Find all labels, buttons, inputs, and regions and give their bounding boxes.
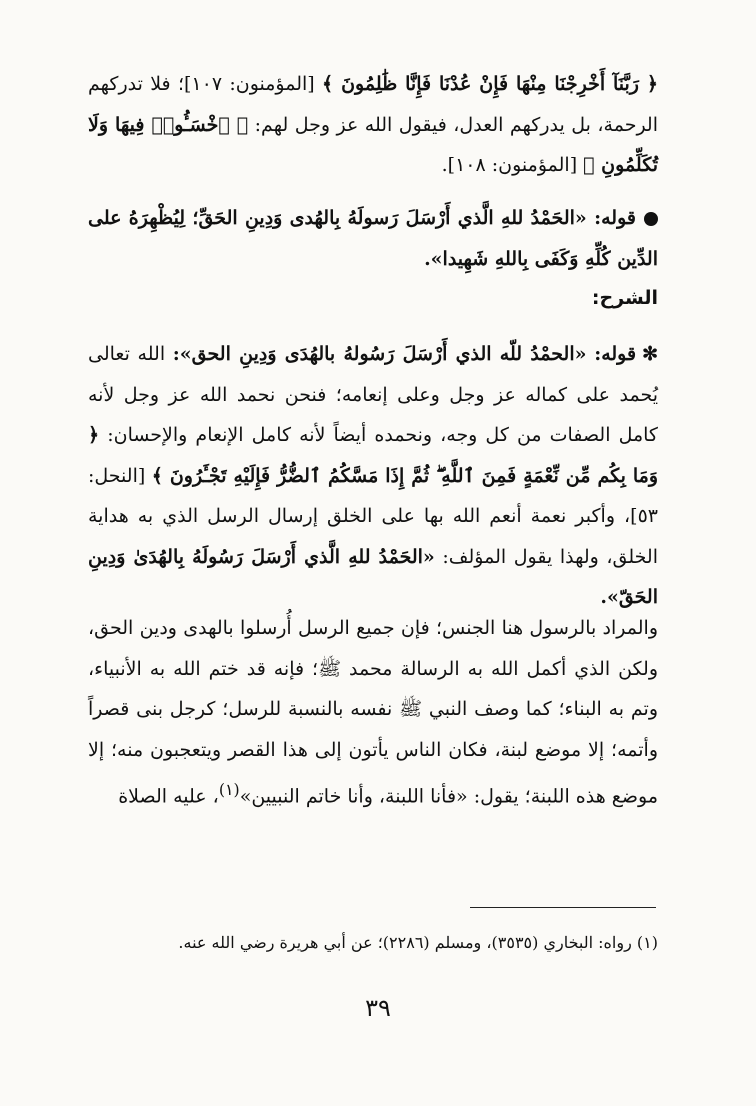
footnote-divider [470, 907, 656, 908]
paragraph-4-tail: ، عليه الصلاة [118, 785, 219, 808]
footnote-number: (١) [636, 933, 658, 952]
matn-quote: «الحَمْدُ للهِ الَّذي أَرْسَلَ رَسولَهُ بِالهُدى وَدِينِ الحَقِّ؛ لِيُظْهِرَهُ على الدِّين كُلِّهِ وَكَفَى بِاللهِ شَهِيدا». [88, 207, 658, 270]
footnote-marker: (١) [218, 780, 240, 799]
commentary-quote-2: «الحَمْدُ للهِ الَّذي أَرْسَلَ رَسُولَهُ بِالهُدَىٰ وَدِينِ الحَقّ». [88, 545, 658, 608]
paragraph-1-text: فلا تدركهم الرحمة، بل يدركهم العدل، فيقول الله عز وجل لهم: [88, 73, 658, 136]
quran-verse-3: ﴿ وَمَا بِكُم مِّن نِّعْمَةٍ فَمِنَ ٱللَّهِ ۖ ثُمَّ إِذَا مَسَّكُمُ ٱلضُّرُّ فَإِلَيْهِ تَجْـَٔرُونَ ﴾ [88, 424, 658, 487]
verse-reference-1: [المؤمنون: ١٠٧]؛ [177, 73, 315, 95]
paragraph-4 [88, 608, 658, 817]
paragraph-4-text: والمراد بالرسول هنا الجنس؛ فإن جميع الرسل أُرسلوا بالهدى ودين الحق، ولكن الذي أكمل الله به الرسالة محمد ﷺ؛ فإنه قد ختم الله به الأنبياء، وتم به البناء؛ كما وصف النبي ﷺ نفسه بالنسبة للرسل؛ كرجل بنى قصراً وأتمه؛ إلا موضع لبنة، فكان الناس يأتون إلى هذا القصر ويتعجبون منه؛ إلا موضع هذه اللبنة؛ يقول: «فأنا اللبنة، وأنا خاتم النبيين» [88, 617, 658, 808]
commentary-text-1: الله تعالى يُحمد على كماله عز وجل وعلى إنعامه؛ فنحن نحمد الله عز وجل لأنه كامل الصفات من كل وجه، ونحمده أيضاً لأنه كامل الإنعام والإحسان: [88, 343, 658, 446]
matn-paragraph [88, 198, 658, 279]
commentary-quote: «الحمْدُ للّه الذي أَرْسَلَ رَسُولهُ بالهُدَى وَدِينِ الحق»: [172, 343, 587, 365]
asterisk-icon: ✻ [642, 343, 658, 365]
quran-verse-2: ﴿ ٱخْسَـُٔوا۟ فِيهَا وَلَا تُكَلِّمُونِ ﴾ [88, 113, 658, 176]
verse-reference-3: [النحل: ٥٣]، [88, 464, 658, 527]
footnote-text: رواه: البخاري (٣٥٣٥)، ومسلم (٢٢٨٦)؛ عن أبي هريرة رضي الله عنه. [178, 933, 632, 952]
footnote [88, 930, 658, 956]
bullet-icon [644, 212, 658, 226]
commentary-paragraph [88, 334, 658, 618]
commentary-text-2: وأكبر نعمة أنعم الله بها على الخلق إرسال الرسل الذي به هداية الخلق، ولهذا يقول المؤلف: [88, 505, 658, 568]
paragraph-1 [88, 64, 658, 186]
section-heading: الشرح: [591, 287, 658, 309]
page-number: ٣٩ [365, 994, 391, 1022]
matn-lead: قوله: [594, 207, 636, 229]
verse-reference-2: [المؤمنون: ١٠٨]. [441, 154, 578, 176]
quran-verse-1: ﴿ رَبَّنَآ أَخْرِجْنَا مِنْهَا فَإِنْ عُدْنَا فَإِنَّا ظَٰلِمُونَ ﴾ [322, 73, 659, 95]
commentary-lead: قوله: [594, 343, 637, 365]
